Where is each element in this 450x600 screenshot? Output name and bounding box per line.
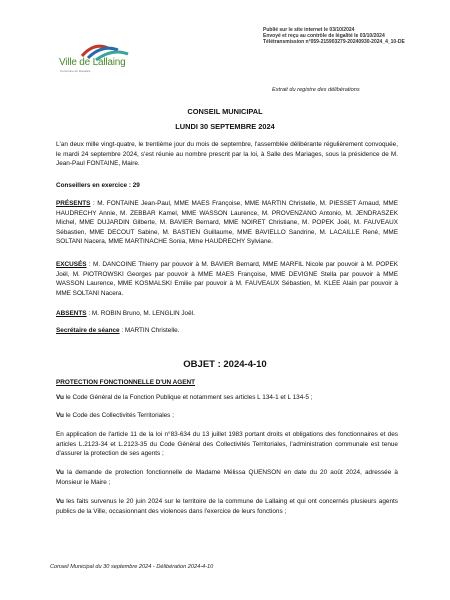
vu-1-text: le Code Général de la Fonction Publique et notamment ses articles L 134-1 et L 134-5 ;	[63, 394, 313, 401]
presents-label: PRÉSENTS	[56, 200, 91, 207]
application-paragraph: En application de l'article 11 de la loi n°83-634 du 13 juillet 1983 portant droits et obligations des fonctionnaires et des articles L.2123-34 et L.2123-35 du Code Général des Collectivités Territoriales, l'administration communale est tenue d'assurer la protection de ses agents ;	[56, 431, 398, 458]
excuses-list: : M. DANCOINE Thierry par pouvoir à M. BAVIER Bernard, MME MARFIL Nicole par pouvoir à M. POPEK Joël, M. PIOTROWSKI Georges par pouvoir à MME MAES Françoise, MME DEVIGNE Stella par pouvoir à MME WASSON Laurence, MME KOSMALSKI Emilie par pouvoir à M. FAUVEAUX Sébastien, M. KLEE Alain par pouvoir à MME SOLTANI Nacera.	[56, 261, 398, 297]
presents-paragraph	[56, 199, 398, 247]
secretaire-name: : MARTIN Christelle.	[119, 327, 180, 334]
legal-stamp	[263, 27, 448, 45]
vu-1-label: Vu	[56, 394, 64, 401]
secretaire-paragraph	[56, 326, 398, 336]
vu-1-paragraph	[56, 393, 398, 403]
vu-2-label: Vu	[56, 412, 64, 419]
vu-3-text: la demande de protection fonctionnelle de Madame Mélissa QUENSON en date du 20 août 2024, adressée à Monsieur le Maire ;	[56, 469, 398, 486]
stamp-line-2: Envoyé et reçu au contrôle de légalité le 03/10/2024	[263, 33, 385, 39]
absents-list: : M. ROBIN Bruno, M. LENGLIN Joël.	[86, 310, 195, 317]
excuses-label: EXCUSÉS	[56, 261, 87, 268]
vu-2-paragraph	[56, 411, 398, 421]
secretaire-label: Secrétaire de séance	[56, 327, 120, 334]
logo-name: Ville de Lallaing	[59, 57, 126, 68]
subject-heading	[56, 378, 398, 388]
vu-2-text: le Code des Collectivités Territoriales ;	[63, 412, 174, 419]
absents-label: ABSENTS	[56, 310, 87, 317]
council-title: CONSEIL MUNICIPAL	[187, 107, 263, 116]
page-footer: Conseil Municipal du 30 septembre 2024 - Délibération 2024-4-10	[50, 564, 214, 570]
logo-tagline: Commune du Douaisis	[60, 69, 91, 73]
subject-label: PROTECTION FONCTIONNELLE D'UN AGENT	[56, 379, 196, 386]
register-extract-label: Extrait du registre des délibérations	[272, 87, 360, 93]
stamp-line-1: Publié sur le site internet le 03/10/2024	[263, 27, 355, 33]
intro-paragraph: L'an deux mille vingt-quatre, le trentième jour du mois de septembre, l'assemblée délibérante régulièrement convoquée, le mardi 24 septembre 2024, s'est réunie au nombre prescrit par la loi, à Salle des Mariages, sous la présidence de M. Jean-Paul FONTAINE, Maire.	[56, 141, 398, 168]
presents-list: : M. FONTAINE Jean-Paul, MME MAES Françoise, MME MARTIN Christelle, M. PIESSET Arnaud, MME HAUDRECHY Annie, M. ZEBBAR Kamel, MME WASSON Laurence, M. PROVENZANO Antonio, M. JENDRASZEK Michel, MME DUJARDIN Gilberte, M. BAVIER Bernard, MME NOIRET Christiane, M. POPEK Joël, M. FAUVEAUX Sébastien, MME DECOUT Sabine, M. BASTIEN Guillaume, MME BAVIELLO Sandrine, M. LACAILLE René, MME SOLTANI Nacera, MME MARTINACHE Sonia, Mme HAUDRECHY Sylviane.	[56, 200, 398, 246]
conseillers-label: Conseillers en exercice :	[56, 182, 131, 189]
vu-4-paragraph	[56, 497, 398, 516]
absents-paragraph	[56, 309, 398, 319]
vu-4-text: les faits survenus le 20 juin 2024 sur le territoire de la commune de Lallaing et qui ont concernés plusieurs agents publics de la Ville, occasionnant des violences dans l'exercice de leurs fonctions ;	[56, 498, 398, 515]
objet-heading: OBJET : 2024-4-10	[183, 359, 267, 370]
conseillers-line	[56, 181, 398, 191]
excuses-paragraph	[56, 260, 398, 298]
meeting-date: LUNDI 30 SEPTEMBRE 2024	[175, 122, 275, 131]
vu-4-label: Vu	[56, 498, 64, 505]
stamp-line-3: Télétransmission n°059-215903279-20240930-2024_4_10-DE	[263, 39, 405, 45]
conseillers-count: 29	[132, 182, 140, 189]
vu-3-paragraph	[56, 468, 398, 487]
vu-3-label: Vu	[56, 469, 64, 476]
